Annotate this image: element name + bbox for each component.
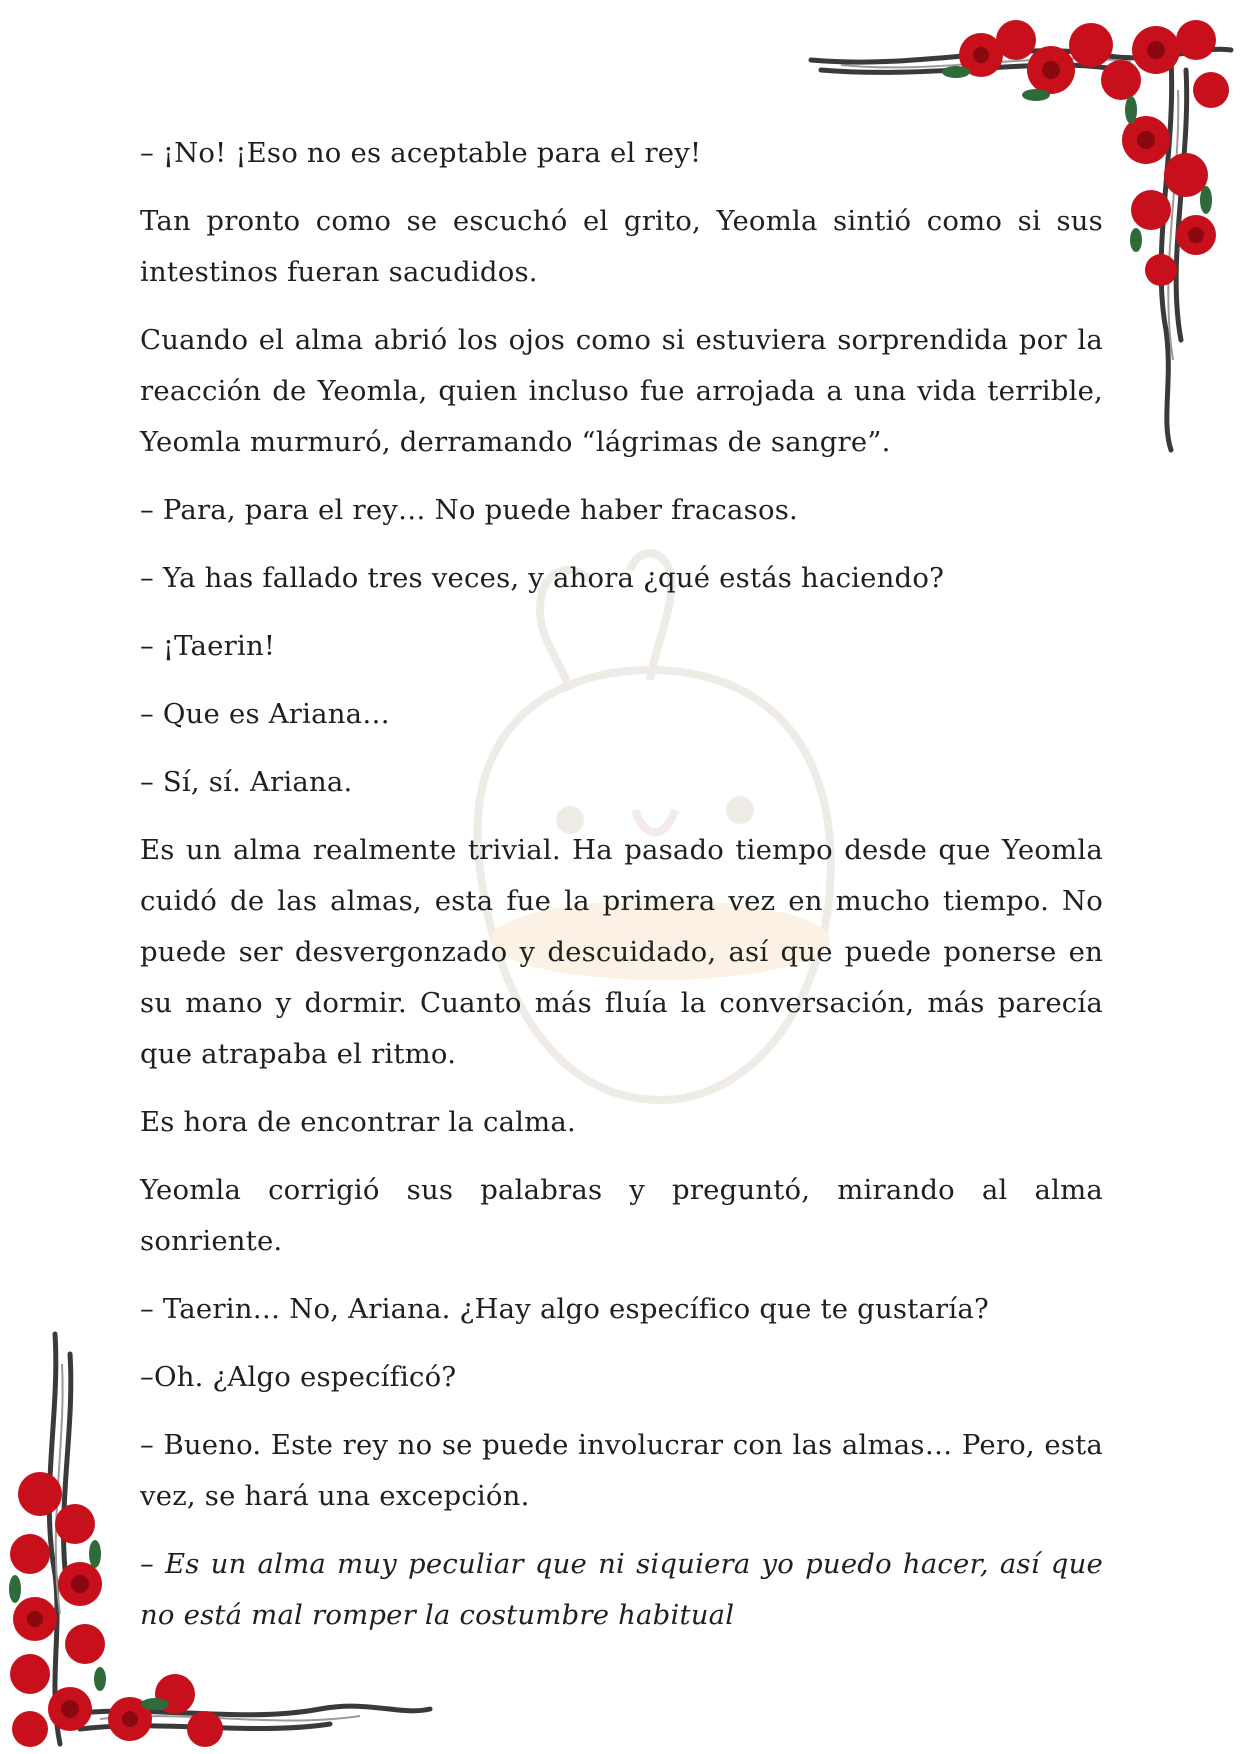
paragraph: – Para, para el rey… No puede haber fracasos. — [140, 494, 798, 526]
paragraph: Cuando el alma abrió los ojos como si estuviera sorprendida por la reacción de Yeomla, quien incluso fue arrojada a una vida terrible, Yeomla murmuró, derramando “lágrimas de sangre”. — [140, 324, 1103, 458]
paragraph: – Sí, sí. Ariana. — [140, 766, 353, 798]
paragraph: – Ya has fallado tres veces, y ahora ¿qué estás haciendo? — [140, 562, 945, 594]
paragraph: Es un alma realmente trivial. Ha pasado tiempo desde que Yeomla cuidó de las almas, esta fue la primera vez en mucho tiempo. No puede ser desvergonzado y descuidado, así que puede ponerse en su mano y dormir. Cuanto más fluía la conversación, más parecía que atrapaba el ritmo. — [140, 834, 1103, 1070]
story-text — [140, 128, 1103, 1658]
paragraph: Yeomla corrigió sus palabras y preguntó, mirando al alma sonriente. — [140, 1174, 1103, 1257]
paragraph: – ¡Taerin! — [140, 630, 276, 662]
paragraph: Tan pronto como se escuchó el grito, Yeomla sintió como si sus intestinos fueran sacudidos. — [140, 205, 1103, 288]
paragraph: – Taerin… No, Ariana. ¿Hay algo específico que te gustaría? — [140, 1293, 989, 1325]
paragraph: – Es un alma muy peculiar que ni siquiera yo puedo hacer, así que no está mal romper la costumbre habitual — [140, 1548, 1103, 1631]
paragraph: – Bueno. Este rey no se puede involucrar con las almas… Pero, esta vez, se hará una excepción. — [140, 1429, 1103, 1512]
paragraph: – ¡No! ¡Eso no es aceptable para el rey! — [140, 137, 702, 169]
paragraph: –Oh. ¿Algo específicó? — [140, 1361, 457, 1393]
paragraph: Es hora de encontrar la calma. — [140, 1106, 576, 1138]
paragraph: – Que es Ariana… — [140, 698, 390, 730]
